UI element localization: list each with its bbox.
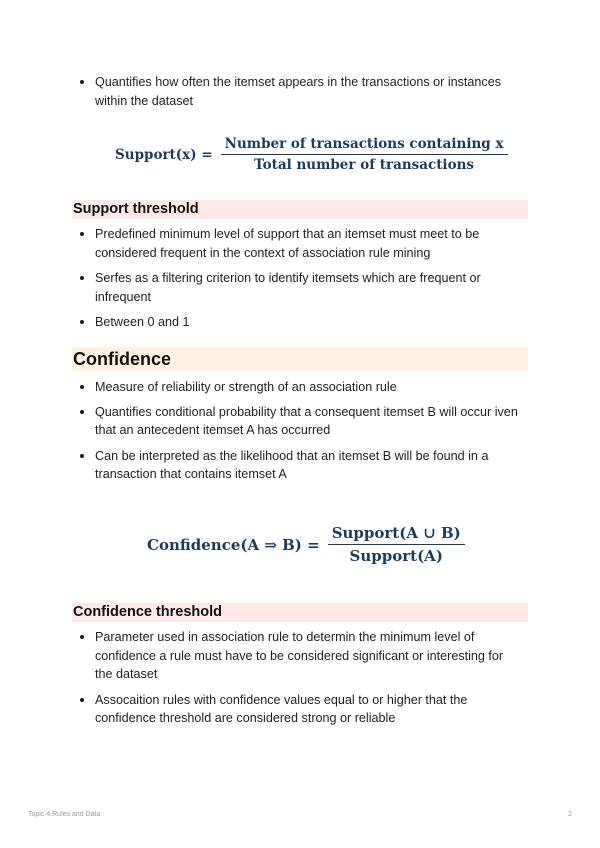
formula-denominator: Support(A) (349, 547, 443, 566)
confidence-threshold-bullet-list (78, 628, 518, 728)
formula-fraction (328, 524, 465, 565)
list-item: Can be interpreted as the likelihood that an itemset B will be found in a transaction that contains itemset A (78, 447, 518, 484)
support-formula (115, 136, 508, 173)
intro-bullet-list (78, 73, 518, 110)
formula-numerator: Support(A ∪ B) (331, 524, 461, 542)
confidence-formula (147, 524, 465, 565)
footer-topic: Topic 4.Rules and Data (28, 811, 101, 818)
page-number: 2 (568, 811, 572, 818)
formula-numerator: Number of transactions containing x (224, 136, 504, 152)
confidence-heading: Confidence (72, 347, 528, 371)
list-item: Between 0 and 1 (78, 313, 518, 332)
support-threshold-heading: Support threshold (72, 200, 528, 219)
formula-lhs: Confidence(A ⇒ B) = (147, 535, 320, 554)
formula-denominator: Total number of transactions (254, 157, 474, 174)
confidence-bullet-list (78, 378, 518, 484)
formula-lhs: Support(x) = (115, 146, 213, 163)
confidence-threshold-heading: Confidence threshold (72, 603, 528, 622)
list-item: Parameter used in association rule to determin the minimum level of confidence a rule must have to be considered significant or interesting for the dataset (78, 628, 518, 684)
support-threshold-bullet-list (78, 225, 518, 332)
list-item: Measure of reliability or strength of an association rule (78, 378, 518, 397)
list-item: Assocaition rules with confidence values equal to or higher that the confidence threshold are considered strong or reliable (78, 691, 518, 728)
formula-fraction (221, 136, 508, 173)
list-item: Serfes as a filtering criterion to identify itemsets which are frequent or infrequent (78, 269, 518, 306)
list-item: Predefined minimum level of support that an itemset must meet to be considered frequent in the context of association rule mining (78, 225, 518, 262)
list-item: Quantifies how often the itemset appears in the transactions or instances within the dataset (78, 73, 518, 110)
list-item: Quantifies conditional probability that a consequent itemset B will occur iven that an antecedent itemset A has occurred (78, 403, 518, 440)
